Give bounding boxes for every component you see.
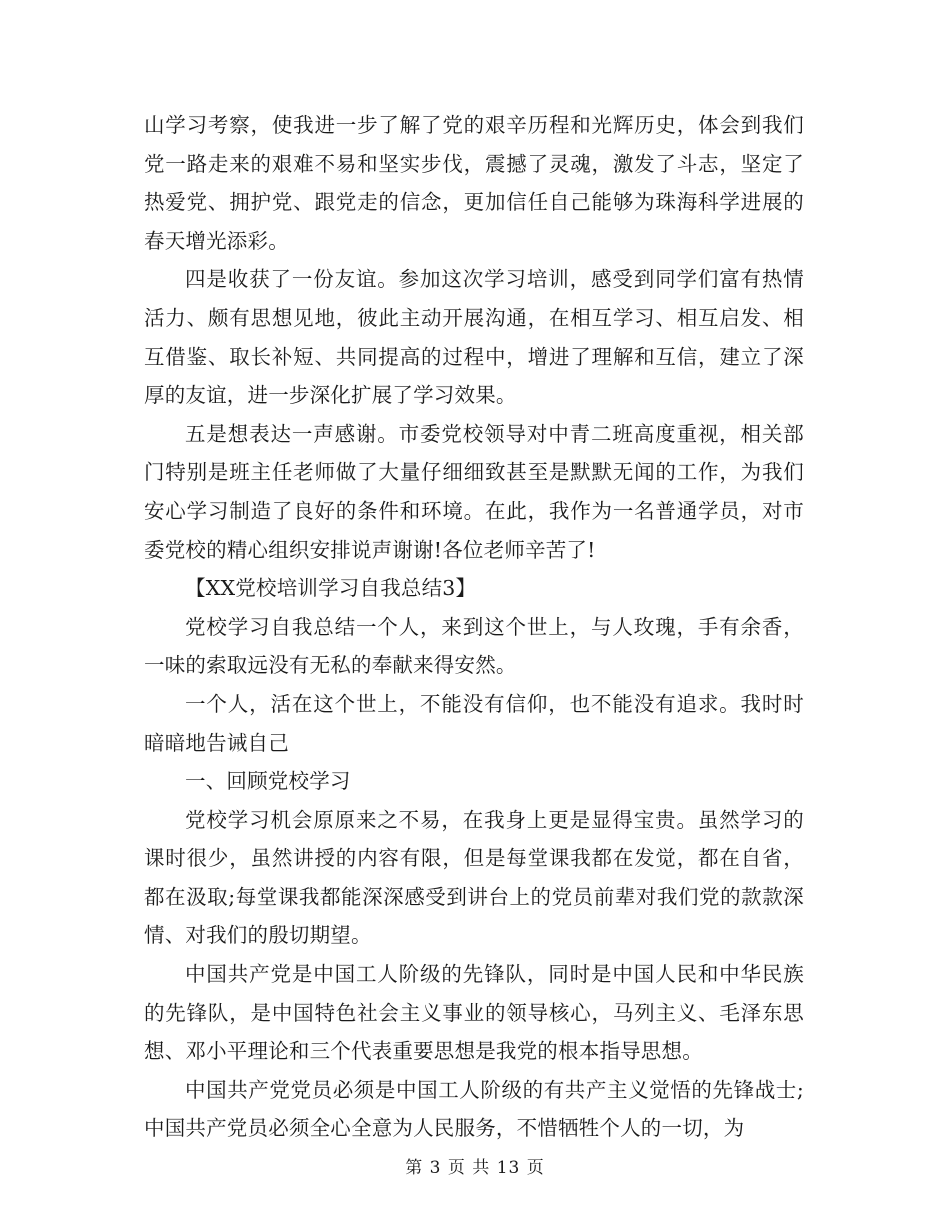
subsection-heading: 一、回顾党校学习 <box>185 769 351 794</box>
paragraph-6: 党校学习机会原原来之不易，在我身上更是显得宝贵。虽然学习的课时很少，虽然讲授的内容有限，但是每堂课我都在发觉，都在自省，都在汲取;每堂课我都能深深感受到讲台上的党员前辈对我们党的款款深情、对我们的殷切期望。 <box>144 807 804 948</box>
paragraph-8: 中国共产党党员必须是中国工人阶级的有共产主义觉悟的先锋战士;中国共产党员必须全心全意为人民服务，不惜牺牲个人的一切，为 <box>144 1077 804 1141</box>
paragraph-3: 五是想表达一声感谢。市委党校领导对中青二班高度重视，相关部门特别是班主任老师做了大量仔细细致甚至是默默无闻的工作，为我们安心学习制造了良好的条件和环境。在此，我作为一名普通学员，对市委党校的精心组织安排说声谢谢!各位老师辛苦了! <box>144 421 804 562</box>
document-body <box>144 106 804 1148</box>
paragraph-5: 一个人，活在这个世上，不能没有信仰，也不能没有追求。我时时暗暗地告诫自己 <box>144 691 804 755</box>
paragraph-4: 党校学习自我总结一个人，来到这个世上，与人玫瑰，手有余香，一味的索取远没有无私的奉献来得安然。 <box>144 614 804 678</box>
paragraph-2: 四是收获了一份友谊。参加这次学习培训，感受到同学们富有热情活力、颇有思想见地，彼此主动开展沟通，在相互学习、相互启发、相互借鉴、取长补短、共同提高的过程中，增进了理解和互信，建立了深厚的友谊，进一步深化扩展了学习效果。 <box>144 267 804 408</box>
paragraph-1: 山学习考察，使我进一步了解了党的艰辛历程和光辉历史，体会到我们党一路走来的艰难不易和坚实步伐，震撼了灵魂，激发了斗志，坚定了热爱党、拥护党、跟党走的信念，更加信任自己能够为珠海科学进展的春天增光添彩。 <box>144 113 804 253</box>
section-heading: 【XX党校培训学习自我总结3】 <box>185 576 477 601</box>
paragraph-7: 中国共产党是中国工人阶级的先锋队，同时是中国人民和中华民族的先锋队，是中国特色社会主义事业的领导核心，马列主义、毛泽东思想、邓小平理论和三个代表重要思想是我党的根本指导思想。 <box>144 962 804 1064</box>
page-footer: 第 3 页 共 13 页 <box>405 1158 545 1178</box>
